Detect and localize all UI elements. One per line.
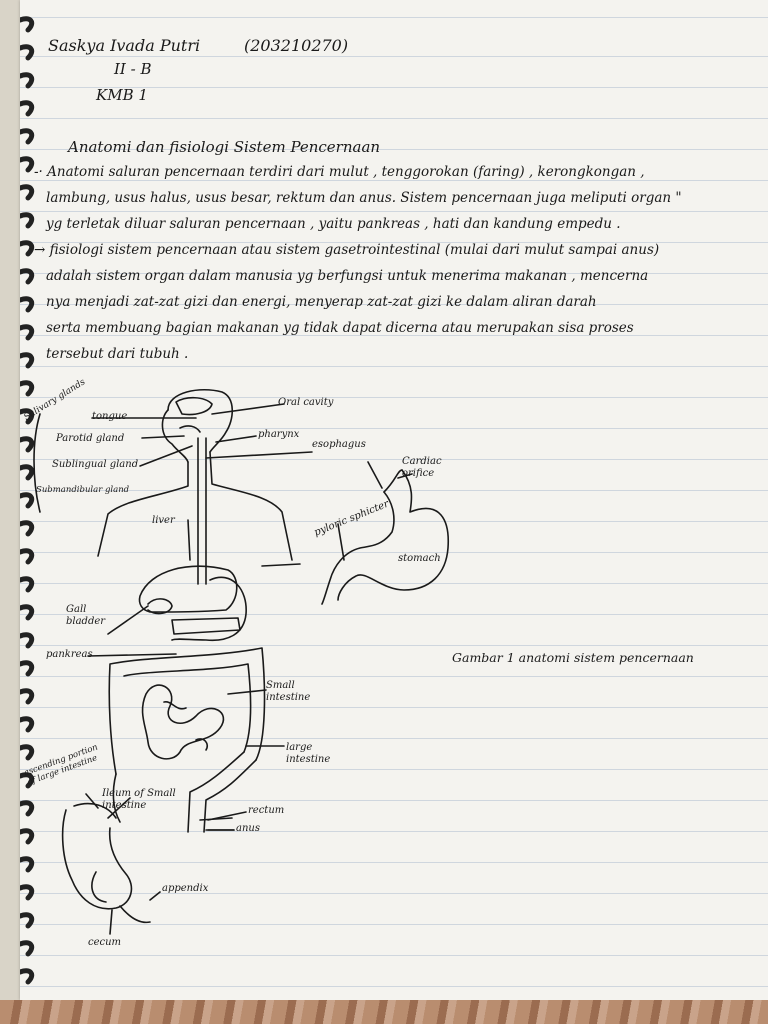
label-parotid-gland: Parotid gland	[56, 433, 125, 444]
label-cecum: cecum	[88, 937, 122, 948]
body-line: → fisiologi sistem pencernaan atau sistem gasetrointestinal (mulai dari mulut sampai anus)	[34, 242, 660, 258]
label-gall-bladder: Gall bladder	[66, 604, 106, 627]
label-esophagus: esophagus	[312, 439, 366, 450]
student-id: (203210270)	[244, 36, 349, 55]
label-rectum: rectum	[248, 805, 285, 816]
label-pharynx: pharynx	[258, 429, 300, 440]
label-cardiac-orifice: Cardiac orifice	[402, 456, 442, 479]
body-line: nya menjadi zat-zat gizi dan energi, menyerap zat-zat gizi ke dalam aliran darah	[46, 294, 597, 310]
label-tongue: tongue	[92, 411, 128, 422]
label-ileum: Ileum of Small intestine	[102, 788, 176, 811]
course-label: KMB 1	[96, 86, 148, 104]
body-line: serta membuang bagian makanan yg tidak dapat dicerna atau merupakan sisa proses	[46, 320, 634, 336]
figure-caption: Gambar 1 anatomi sistem pencernaan	[452, 650, 694, 665]
label-salivary-glands: Salivary glands	[22, 377, 88, 423]
label-pyloric-sphincter: pyloric sphicter	[312, 498, 391, 539]
body-line: lambung, usus halus, usus besar, rektum dan anus. Sistem pencernaan juga meliputi organ "	[46, 190, 682, 206]
body-line: tersebut dari tubuh .	[46, 346, 189, 362]
label-large-intestine: large intestine	[286, 742, 331, 765]
class-label: II - B	[114, 60, 152, 78]
label-appendix: appendix	[162, 883, 209, 894]
label-stomach: stomach	[398, 553, 441, 564]
label-oral-cavity: Oral cavity	[278, 397, 334, 408]
label-liver: liver	[152, 515, 175, 526]
label-submandibular-gland: Submandibular gland	[36, 485, 130, 495]
label-small-intestine: Small intestine	[266, 680, 311, 703]
page-title: Anatomi dan fisiologi Sistem Pencernaan	[68, 138, 381, 156]
body-line: -· Anatomi saluran pencernaan terdiri dari mulut , tenggorokan (faring) , kerongkongan ,	[34, 164, 645, 180]
label-anus: anus	[236, 823, 260, 834]
label-pankreas: pankreas	[46, 649, 93, 660]
label-sublingual-gland: Sublingual gland	[52, 459, 139, 470]
label-ascending-portion: ascending portion of large intestine	[22, 742, 100, 788]
body-line: adalah sistem organ dalam manusia yg berfungsi untuk menerima makanan , mencerna	[46, 268, 649, 284]
body-line: yg terletak diluar saluran pencernaan , yaitu pankreas , hati dan kandung empedu .	[46, 216, 621, 232]
student-name: Saskya Ivada Putri	[48, 36, 201, 55]
